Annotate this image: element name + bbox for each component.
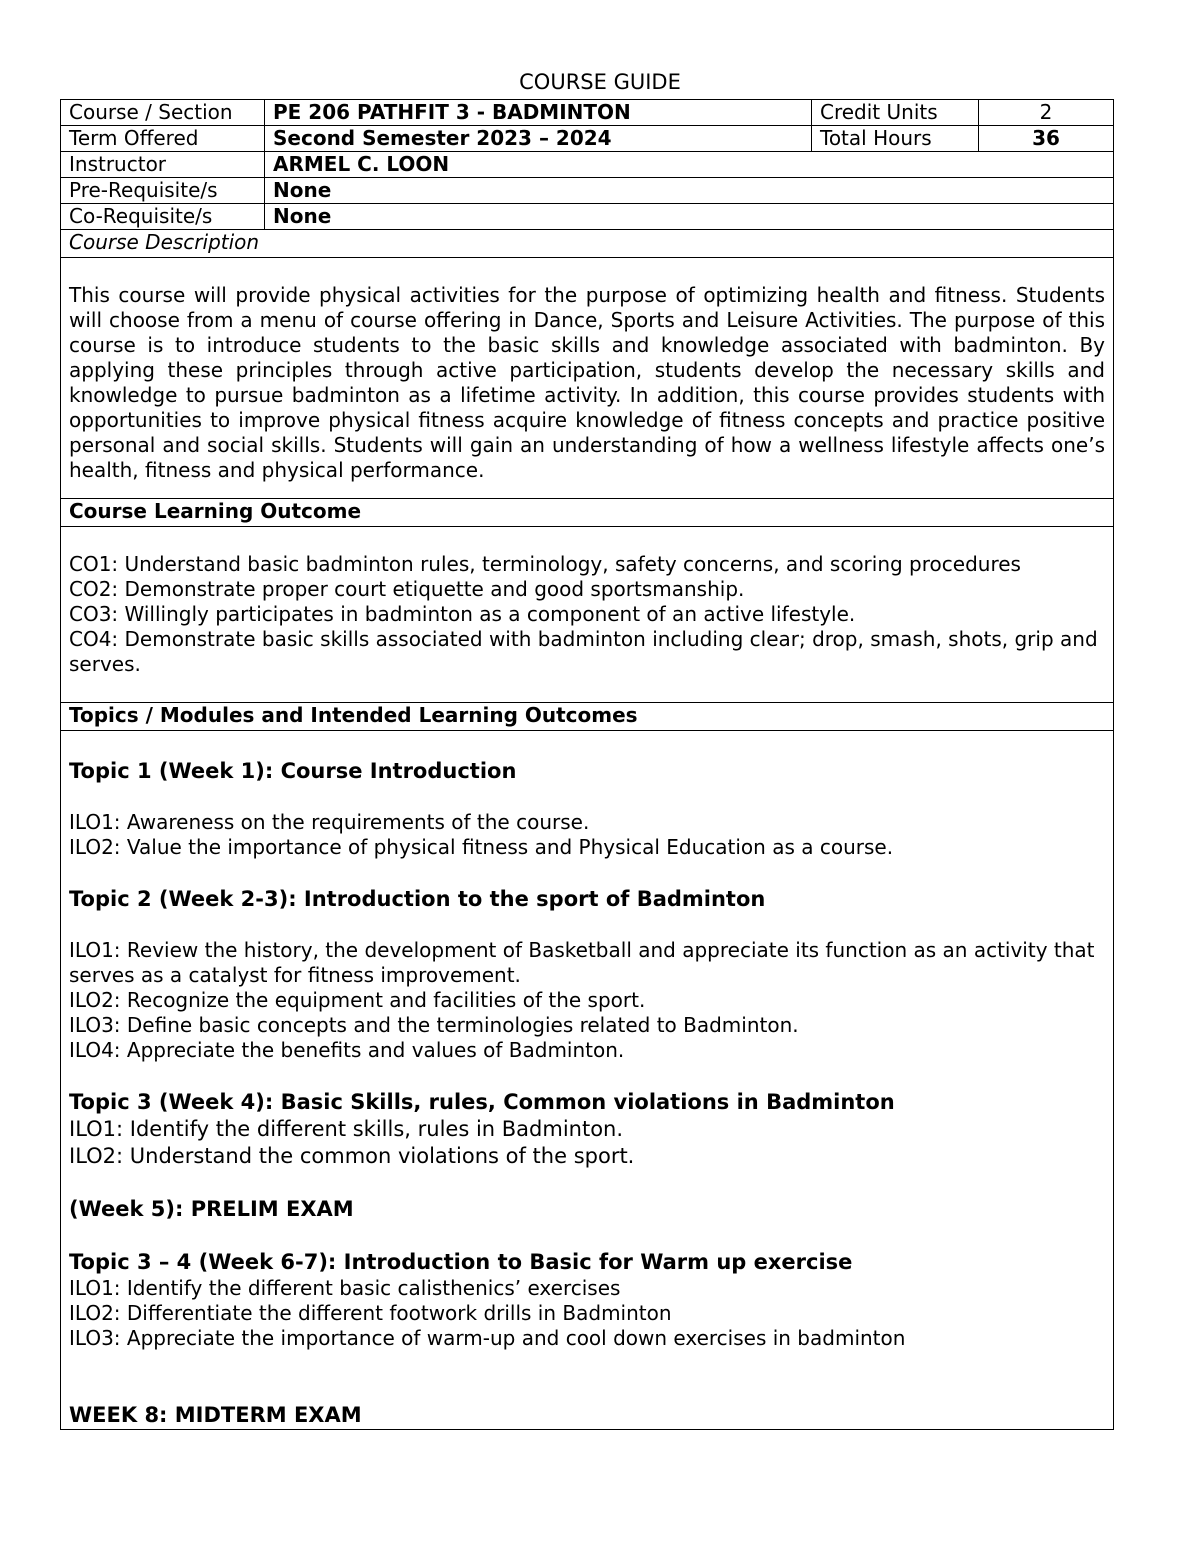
topic-3-title: Topic 3 (Week 4): Basic Skills, rules, Common violations in Badminton [69,1090,895,1114]
prelim-exam: (Week 5): PRELIM EXAM [69,1197,354,1221]
ilo-item: ILO2: Differentiate the different footwork drills in Badminton [69,1301,672,1325]
ilo-item: ILO2: Understand the common violations of the sport. [69,1144,635,1168]
ilo-item: ILO1: Identify the different basic calisthenics’ exercises [69,1276,621,1300]
credit-units-value: 2 [979,100,1114,126]
outcome-item: CO3: Willingly participates in badminton as a component of an active lifestyle. [69,602,856,626]
document-title: COURSE GUIDE [519,70,681,94]
course-label: Course / Section [61,100,265,126]
total-hours-value: 36 [979,126,1114,152]
total-hours-label: Total Hours [812,126,979,152]
term-value: Second Semester 2023 – 2024 [265,126,812,152]
ilo-item: ILO1: Review the history, the development of Basketball and appreciate its function as an activity that serves as a catalyst for fitness improvement. [69,938,1095,987]
topics-heading: Topics / Modules and Intended Learning Outcomes [61,703,1114,731]
term-row [61,126,1114,152]
description-heading-row [61,230,1114,258]
description-heading: Course Description [61,230,1114,258]
corequisite-row [61,204,1114,230]
ilo-item: ILO3: Define basic concepts and the terminologies related to Badminton. [69,1013,799,1037]
outcome-item: CO4: Demonstrate basic skills associated with badminton including clear; drop, smash, shots, grip and serves. [69,627,1098,676]
ilo-item: ILO2: Recognize the equipment and facilities of the sport. [69,988,646,1012]
topics-body-row [61,731,1114,1430]
credit-units-label: Credit Units [812,100,979,126]
course-guide-table [60,99,1114,1430]
ilo-item: ILO1: Identify the different skills, rules in Badminton. [69,1117,624,1141]
term-label: Term Offered [61,126,265,152]
topic-2-title: Topic 2 (Week 2-3): Introduction to the sport of Badminton [69,887,766,911]
topic-1-title: Topic 1 (Week 1): Course Introduction [69,759,517,783]
topic-4-title: Topic 3 – 4 (Week 6-7): Introduction to Basic for Warm up exercise [69,1250,853,1274]
instructor-row [61,152,1114,178]
outcome-item: CO2: Demonstrate proper court etiquette and good sportsmanship. [69,577,745,601]
corequisite-label: Co-Requisite/s [61,204,265,230]
outcomes-heading: Course Learning Outcome [61,499,1114,527]
course-row [61,100,1114,126]
outcomes-body-row [61,527,1114,703]
prerequisite-label: Pre-Requisite/s [61,178,265,204]
outcome-item: CO1: Understand basic badminton rules, terminology, safety concerns, and scoring procedures [69,552,1021,576]
course-value: PE 206 PATHFIT 3 - BADMINTON [265,100,812,126]
description-text: This course will provide physical activities for the purpose of optimizing health and fitness. Students will choose from a menu of course offering in Dance, Sports and Leisure Activities. The purpose of this course is to introduce students to the basic skills and knowledge associated with badminton. By applying these principles through active participation, students develop the necessary skills and knowledge to pursue badminton as a lifetime activity. In addition, this course provides students with opportunities to improve physical fitness acquire knowledge of fitness concepts and practice positive personal and social skills. Students will gain an understanding of how a wellness lifestyle affects one’s health, fitness and physical performance. [69,283,1105,482]
ilo-item: ILO2: Value the importance of physical fitness and Physical Education as a course. [69,835,894,859]
corequisite-value: None [265,204,1114,230]
prerequisite-row [61,178,1114,204]
instructor-label: Instructor [61,152,265,178]
ilo-item: ILO4: Appreciate the benefits and values of Badminton. [69,1038,625,1062]
midterm-exam: WEEK 8: MIDTERM EXAM [69,1403,362,1427]
prerequisite-value: None [265,178,1114,204]
outcomes-heading-row [61,499,1114,527]
topics-heading-row [61,703,1114,731]
ilo-item: ILO1: Awareness on the requirements of the course. [69,810,590,834]
description-body-row [61,258,1114,499]
instructor-value: ARMEL C. LOON [265,152,1114,178]
ilo-item: ILO3: Appreciate the importance of warm-up and cool down exercises in badminton [69,1326,906,1350]
